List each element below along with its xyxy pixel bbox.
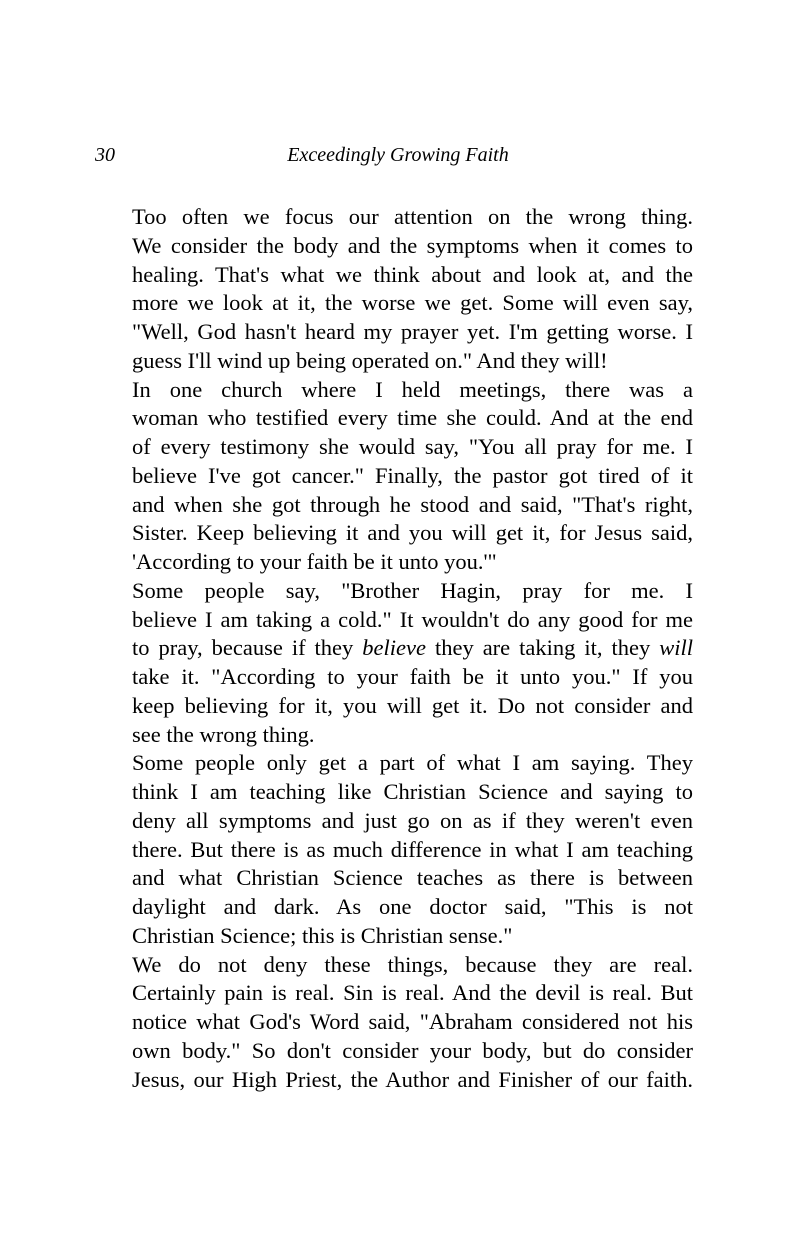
text-run: to pray, because if they xyxy=(132,635,363,661)
text-line: take it. "According to your faith be it unto you." If you xyxy=(132,664,693,689)
text-line: believe I am taking a cold." It wouldn't do any good for me xyxy=(132,606,693,632)
text-line: and what Christian Science teaches as there is between xyxy=(132,865,693,891)
text-line: Jesus, our High Priest, the Author and Finisher of our faith. xyxy=(132,1066,693,1092)
text-line: We consider the body and the symptoms when it comes to xyxy=(132,232,693,258)
text-line: 'According to your faith be it unto you.'" xyxy=(132,549,497,574)
text-line: see the wrong thing. xyxy=(132,721,315,747)
paragraph-1 xyxy=(95,203,693,376)
text-line: In one church where I held meetings, there was a xyxy=(132,376,693,402)
text-line xyxy=(95,634,693,663)
paragraph-4 xyxy=(95,749,693,950)
body-text xyxy=(95,203,693,1094)
text-line: notice what God's Word said, "Abraham considered not his xyxy=(132,1009,693,1034)
text-line: "Well, God hasn't heard my prayer yet. I'm getting worse. I xyxy=(132,319,693,344)
text-line: Christian Science; this is Christian sense." xyxy=(132,922,513,948)
page-number: 30 xyxy=(95,144,115,166)
text-line: keep believing for it, you will get it. Do not consider and xyxy=(132,692,693,718)
text-line: think I am teaching like Christian Science and saying to xyxy=(132,779,693,804)
text-line: Too often we focus our attention on the wrong thing. xyxy=(132,204,693,229)
text-line: Some people say, "Brother Hagin, pray for me. I xyxy=(132,577,693,603)
emphasis-believe: believe xyxy=(362,635,426,661)
text-line: We do not deny these things, because they are real. xyxy=(132,951,693,977)
text-line: believe I've got cancer." Finally, the pastor got tired of it xyxy=(132,462,693,488)
text-line: guess I'll wind up being operated on." And they will! xyxy=(132,347,608,373)
text-line: healing. That's what we think about and look at, and the xyxy=(132,261,693,287)
text-line: deny all symptoms and just go on as if they weren't even xyxy=(132,807,693,833)
text-line: Sister. Keep believing it and you will get it, for Jesus said, xyxy=(132,520,693,546)
text-line: Certainly pain is real. Sin is real. And the devil is real. But xyxy=(132,980,693,1006)
emphasis-will: will xyxy=(659,635,693,661)
paragraph-5 xyxy=(95,951,693,1095)
text-line: and when she got through he stood and said, "That's right, xyxy=(132,491,693,517)
paragraph-2 xyxy=(95,376,693,577)
text-line: own body." So don't consider your body, but do consider xyxy=(132,1037,693,1063)
text-line: woman who testified every time she could. And at the end xyxy=(132,405,693,431)
running-title: Exceedingly Growing Faith xyxy=(287,144,509,166)
text-line: of every testimony she would say, "You all pray for me. I xyxy=(132,434,693,459)
text-line: Some people only get a part of what I am saying. They xyxy=(132,750,693,776)
text-line: daylight and dark. As one doctor said, "This is not xyxy=(132,894,693,919)
text-line: there. But there is as much difference in what I am teaching xyxy=(132,836,693,862)
paragraph-3 xyxy=(95,577,693,750)
running-head xyxy=(95,142,693,168)
text-line: more we look at it, the worse we get. Some will even say, xyxy=(132,290,693,316)
text-run: they are taking it, they xyxy=(425,635,660,661)
